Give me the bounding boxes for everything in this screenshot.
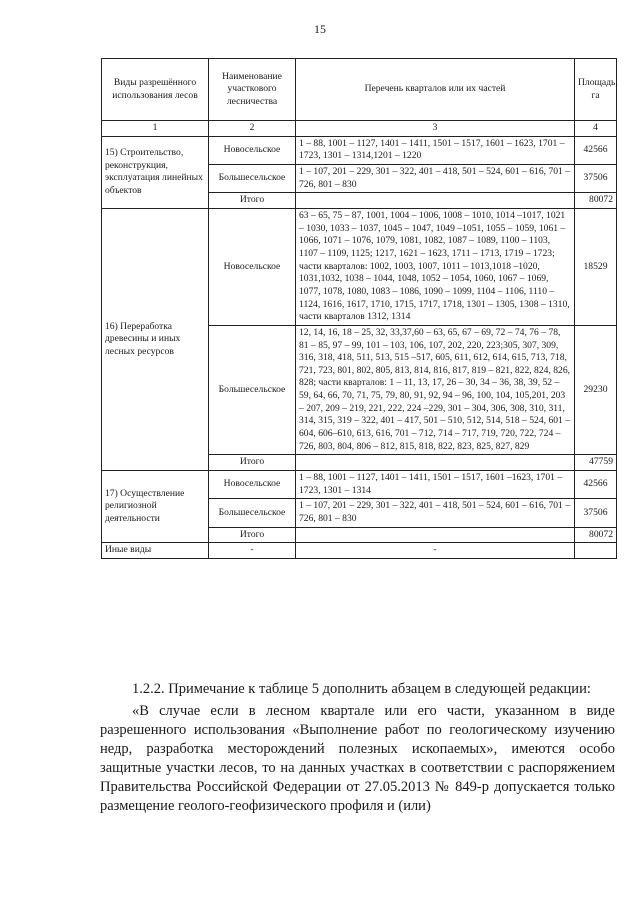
header-quarters: Перечень кварталов или их частей [296, 59, 575, 121]
quarters-cell: 12, 14, 16, 18 – 25, 32, 33,37,60 – 63, 65, 67 – 69, 72 – 74, 76 – 78, 81 – 85, 97 – 99, 101 – 103, 106, 107, 202, 220, 223;305, 307, 309, 316, 318, 418, 511, 513, 515 –517, 605, 611, 612, 614, 615, 713, 718, 721, 723, 801, 802, 805, 813, 814, 816, 817, 819 – 821, 822, 824, 826, 828; части кварталов: 1 – 11, 13, 17, 26 – 30, 34 – 36, 38, 39, 52 – 59, 64, 66, 70, 71, 75, 79, 80, 91, 92, 94 – 96, 100, 104, 105,201, 203 – 207, 209 – 219, 221, 222, 224 –229, 301 – 304, 306, 308, 310, 311, 314, 315, 319 – 322, 401 – 417, 501 – 510, 512, 514, 518 – 524, 601 – 604, 606–610, 613, 616, 701 – 712, 714 – 717, 719, 720, 722, 724 – 726, 803, 804, 806 – 812, 815, 818, 822, 823, 825, 827, 829 [296, 325, 575, 455]
col-number-1: 1 [102, 121, 209, 137]
header-area: Площадь, га [575, 59, 617, 121]
area-cell: 37506 [575, 164, 617, 192]
note-paragraph: 1.2.2. Примечание к таблице 5 дополнить абзацем в следующей редакции: [132, 681, 591, 697]
table-row [102, 208, 617, 325]
forestry-cell: Новосельское [209, 136, 296, 164]
total-empty-cell [296, 455, 575, 471]
quarters-cell: 1 – 88, 1001 – 1127, 1401 – 1411, 1501 – 1517, 1601 –1623, 1701 – 1723, 1301 – 1314 [296, 471, 575, 499]
header-forestry: Наименование участкового лесничества [209, 59, 296, 121]
table-row [102, 471, 617, 499]
total-label: Итого [209, 527, 296, 543]
forestry-cell: Большесельское [209, 164, 296, 192]
area-cell: 42566 [575, 471, 617, 499]
use-type-cell: 16) Переработка древесины и иных лесных ресурсов [102, 208, 209, 470]
forestry-cell: Новосельское [209, 471, 296, 499]
forestry-cell: Новосельское [209, 208, 296, 325]
forestry-cell: Большесельское [209, 499, 296, 527]
area-cell [575, 543, 617, 559]
use-type-cell: 17) Осуществление религиозной деятельности [102, 471, 209, 543]
note-section [100, 680, 615, 816]
forest-use-table [101, 58, 617, 559]
use-type-cell: Иные виды [102, 543, 209, 559]
quarters-cell: 1 – 107, 201 – 229, 301 – 322, 401 – 418, 501 – 524, 601 – 616, 701 – 726, 801 – 830 [296, 499, 575, 527]
quarters-cell: 1 – 107, 201 – 229, 301 – 322, 401 – 418, 501 – 524, 601 – 616, 701 – 726, 801 – 830 [296, 164, 575, 192]
area-cell: 29230 [575, 325, 617, 455]
area-cell: 42566 [575, 136, 617, 164]
quarters-cell: 63 – 65, 75 – 87, 1001, 1004 – 1006, 1008 – 1010, 1014 –1017, 1021 – 1030, 1033 – 1037, 1045 – 1047, 1049 –1051, 1055 – 1059, 1061 – 1066, 1071 – 1076, 1079, 1081, 1082, 1087 – 1089, 1100 – 1103, 1107 – 1109, 1125; 1217, 1621 – 1623, 1711 – 1713, 1719 – 1723; части кварталов: 1002, 1003, 1007, 1011 – 1013,1018 –1020, 1031,1032, 1038 – 1044, 1048, 1052 – 1054, 1060, 1067 – 1069, 1077, 1078, 1080, 1083 – 1086, 1090 – 1099, 1104 – 1106, 1110 – 1124, 1616, 1617, 1710, 1715, 1717, 1718, 1301 – 1305, 1308 – 1310, части кварталов 1312, 1314 [296, 208, 575, 325]
table-row [102, 136, 617, 164]
quarters-cell: - [296, 543, 575, 559]
total-label: Итого [209, 455, 296, 471]
quarters-cell: 1 – 88, 1001 – 1127, 1401 – 1411, 1501 – 1517, 1601 – 1623, 1701 – 1723, 1301 – 1314,1201 – 1220 [296, 136, 575, 164]
other-row [102, 543, 617, 559]
total-value: 80072 [575, 527, 617, 543]
note-paragraph: «В случае если в лесном квартале или его части, указанном в виде разрешенного использования «Выполнение работ по геологическому изучению недр, разработка месторождений полезных ископаемых», имеются особо защитные участки лесов, то на данных участках в соответствии с распоряжением Правительства Российской Федерации от 27.05.2013 № 849-р допускается только размещение геолого-геофизического профиля и (или) [100, 703, 615, 814]
total-value: 80072 [575, 193, 617, 209]
area-cell: 37506 [575, 499, 617, 527]
total-empty-cell [296, 527, 575, 543]
col-number-2: 2 [209, 121, 296, 137]
col-number-4: 4 [575, 121, 617, 137]
forestry-cell: - [209, 543, 296, 559]
forestry-cell: Большесельское [209, 325, 296, 455]
total-empty-cell [296, 193, 575, 209]
total-value: 47759 [575, 455, 617, 471]
use-type-cell: 15) Строительство, реконструкция, эксплуатация линейных объектов [102, 136, 209, 208]
col-number-3: 3 [296, 121, 575, 137]
page-number: 15 [314, 22, 326, 36]
total-label: Итого [209, 193, 296, 209]
area-cell: 18529 [575, 208, 617, 325]
header-use-type: Виды разрешённого использования лесов [102, 59, 209, 121]
